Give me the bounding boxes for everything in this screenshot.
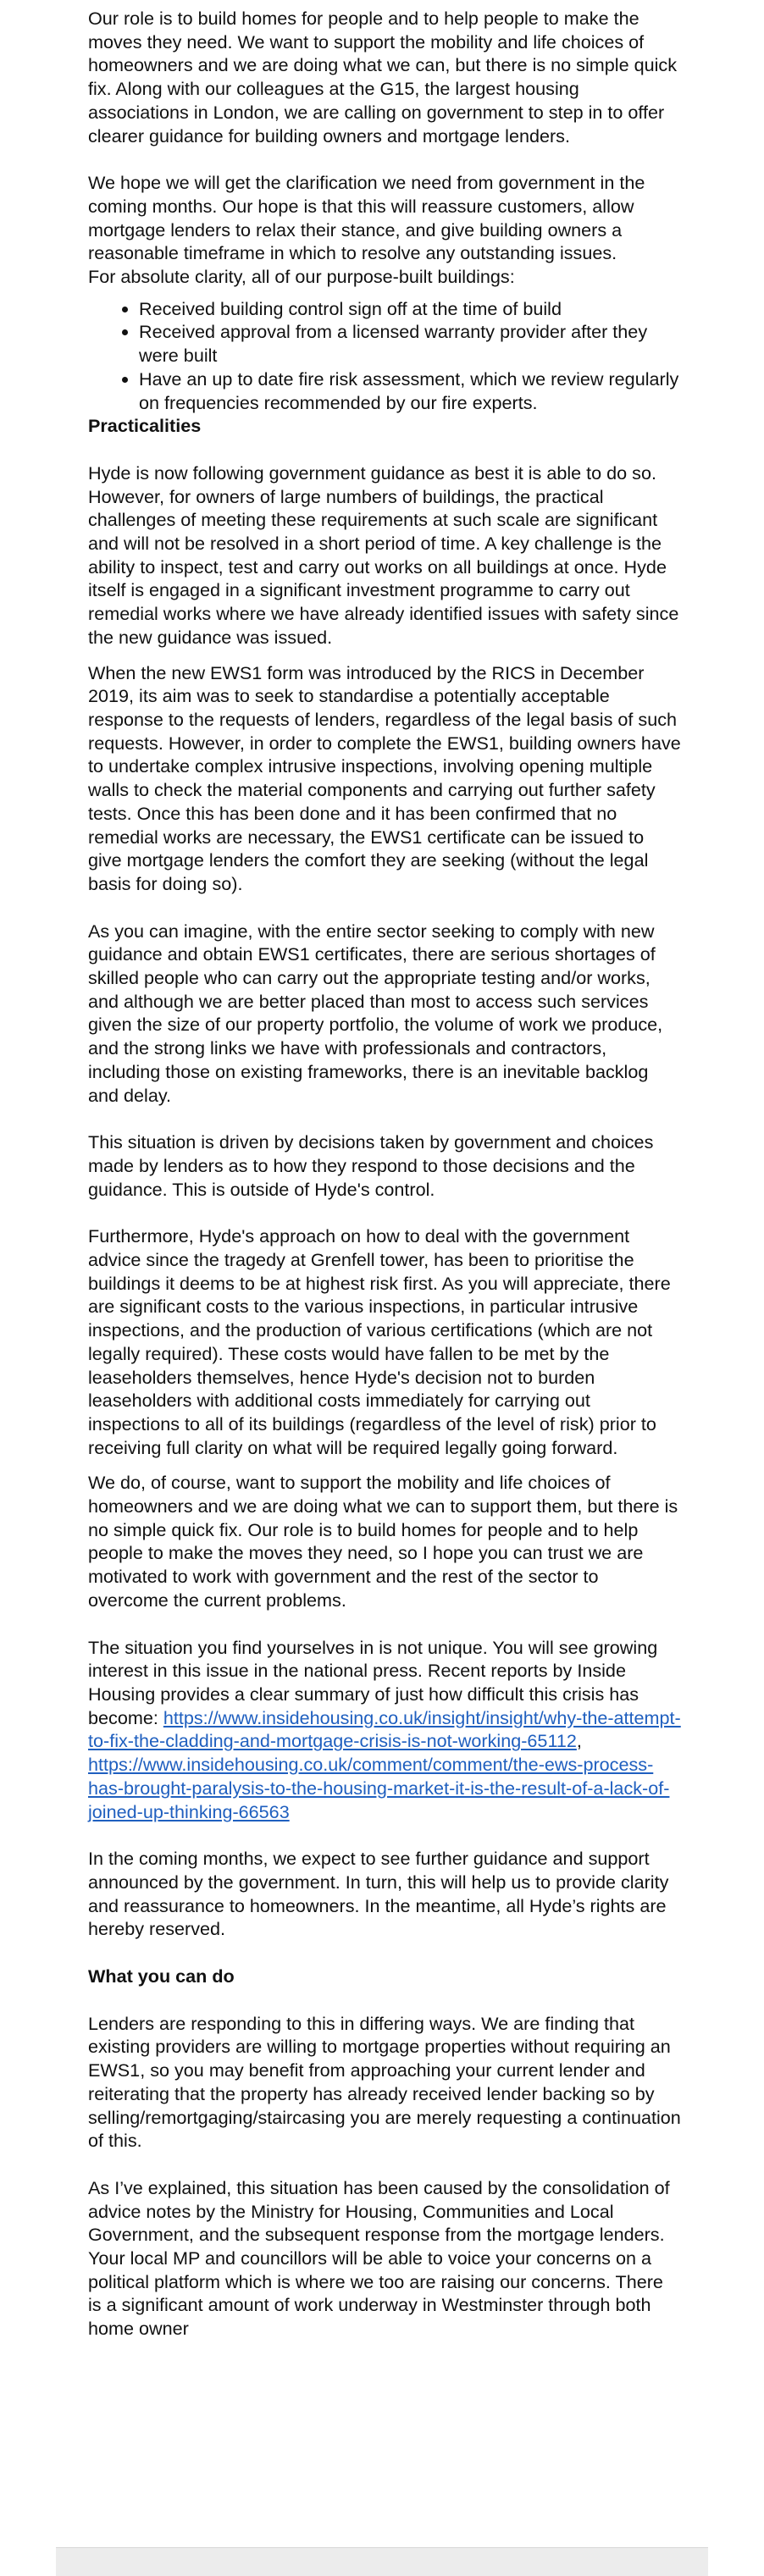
paragraph-role: Our role is to build homes for people and to help people to make the moves they need. We want to support the mobility and life choices of homeowners and we are doing what we can, but there is no simple quick fix. Along with our colleagues at the G15, the largest housing associations in London, we are calling on government to step in to offer clearer guidance for building owners and mortgage lenders. xyxy=(88,8,677,146)
paragraph-guidance: Hyde is now following government guidance as best it is able to do so. However, for owners of large numbers of buildings, the practical challenges of meeting these requirements at such scale are significant and will not be resolved in a short period of time. A key challenge is the ability to inspect, test and carry out works on all buildings at once. Hyde itself is engaged in a significant investment programme to carry out remedial works where we have already identified issues with safety since the new guidance was issued. xyxy=(88,462,679,648)
paragraph-press xyxy=(88,1636,681,1824)
bottom-toolbar xyxy=(56,2547,708,2576)
paragraph-coming-months: In the coming months, we expect to see further guidance and support announced by the government. In turn, this will help us to provide clarity and reassurance to homeowners. In the meantime, all Hyde’s rights are hereby reserved. xyxy=(88,1848,669,1940)
letter-body xyxy=(88,7,681,2341)
heading-what-you-can-do: What you can do xyxy=(88,1965,235,1987)
building-bullet-list xyxy=(88,297,681,415)
press-text: The situation you find yourselves in is not unique. You will see growing interest in this issue in the national press. Recent reports by Inside Housing provides a clear summary of just how difficult this crisis has become: xyxy=(88,1636,658,1728)
inside-housing-link-2[interactable]: https://www.insidehousing.co.uk/comment/comment/the-ews-process-has-brought-paralysis-to-the-housing-market-it-is-the-result-of-a-lack-of-joined-up-thinking-66563 xyxy=(88,1754,670,1822)
bullet-warranty: • Received approval from a licensed warranty provider after they were built xyxy=(139,320,681,367)
paragraph-shortages: As you can imagine, with the entire sector seeking to comply with new guidance and obtain EWS1 certificates, there are serious shortages of skilled people who can carry out the appropriate testing and/or works, and although we are better placed than most to access such services given the size of our property portfolio, the volume of work we produce, and the strong links we have with professionals and contractors, including those on existing frameworks, there is an inevitable backlog and delay. xyxy=(88,920,663,1106)
paragraph-clarity-intro: For absolute clarity, all of our purpose-built buildings: xyxy=(88,266,515,288)
bullet-fire-risk: • Have an up to date fire risk assessment, which we review regularly on frequencies recommended by our fire experts. xyxy=(139,368,681,414)
paragraph-clarification: We hope we will get the clarification we need from government in the coming months. Our hope is that this will reassure customers, allow mortgage lenders to relax their stance, and give building owners a reasonable timeframe in which to resolve any outstanding issues. xyxy=(88,172,645,264)
paragraph-approach: Furthermore, Hyde's approach on how to deal with the government advice since the tragedy at Grenfell tower, has been to prioritise the buildings it deems to be at highest risk first. As you will appreciate, there are significant costs to the various inspections, in particular intrusive inspections, and the production of various certifications (which are not legally required). These costs would have fallen to be met by the leaseholders themselves, hence Hyde's decision not to burden leaseholders with additional costs immediately for carrying out inspections to all of its buildings (regardless of the level of risk) prior to receiving full clarity on what will be required legally going forward. xyxy=(88,1225,671,1458)
inside-housing-link-1[interactable]: https://www.insidehousing.co.uk/insight/insight/why-the-attempt-to-fix-the-cladding-and-mortgage-crisis-is-not-working-65112 xyxy=(88,1706,681,1752)
heading-practicalities: Practicalities xyxy=(88,415,202,437)
paragraph-support: We do, of course, want to support the mobility and life choices of homeowners and we are doing what we can to support them, but there is no simple quick fix. Our role is to build homes for people and to help people to make the moves they need, so I hope you can trust we are motivated to work with government and the rest of the sector to overcome the current problems. xyxy=(88,1472,678,1611)
link-separator: , xyxy=(576,1730,582,1752)
bullet-building-control: • Received building control sign off at the time of build xyxy=(139,297,681,321)
paragraph-lenders: Lenders are responding to this in differing ways. We are finding that existing providers are willing to mortgage properties without requiring an EWS1, so you may benefit from approaching your current lender and reiterating that the property has already received lender backing so by selling/remortgaging/staircasing you are merely requesting a continuation of this. xyxy=(88,2012,681,2152)
paragraph-explained: As I’ve explained, this situation has been caused by the consolidation of advice notes by the Ministry for Housing, Communities and Local Government, and the subsequent response from the mortgage lenders. Your local MP and councillors will be able to voice your concerns on a political platform which is where we too are raising our concerns. There is a significant amount of work underway in Westminster through both home owner xyxy=(88,2176,670,2340)
paragraph-decisions: This situation is driven by decisions taken by government and choices made by lenders as to how they respond to those decisions and the guidance. This is outside of Hyde's control. xyxy=(88,1131,654,1200)
paragraph-ews1: When the new EWS1 form was introduced by the RICS in December 2019, its aim was to seek to standardise a potentially acceptable response to the requests of lenders, regardless of the legal basis of such requests. However, in order to complete the EWS1, building owners have to undertake complex intrusive inspections, involving opening multiple walls to check the material components and carrying out further safety tests. Once this has been done and it has been confirmed that no remedial works are necessary, the EWS1 certificate can be issued to give mortgage lenders the comfort they are seeking (without the legal basis for doing so). xyxy=(88,661,681,894)
